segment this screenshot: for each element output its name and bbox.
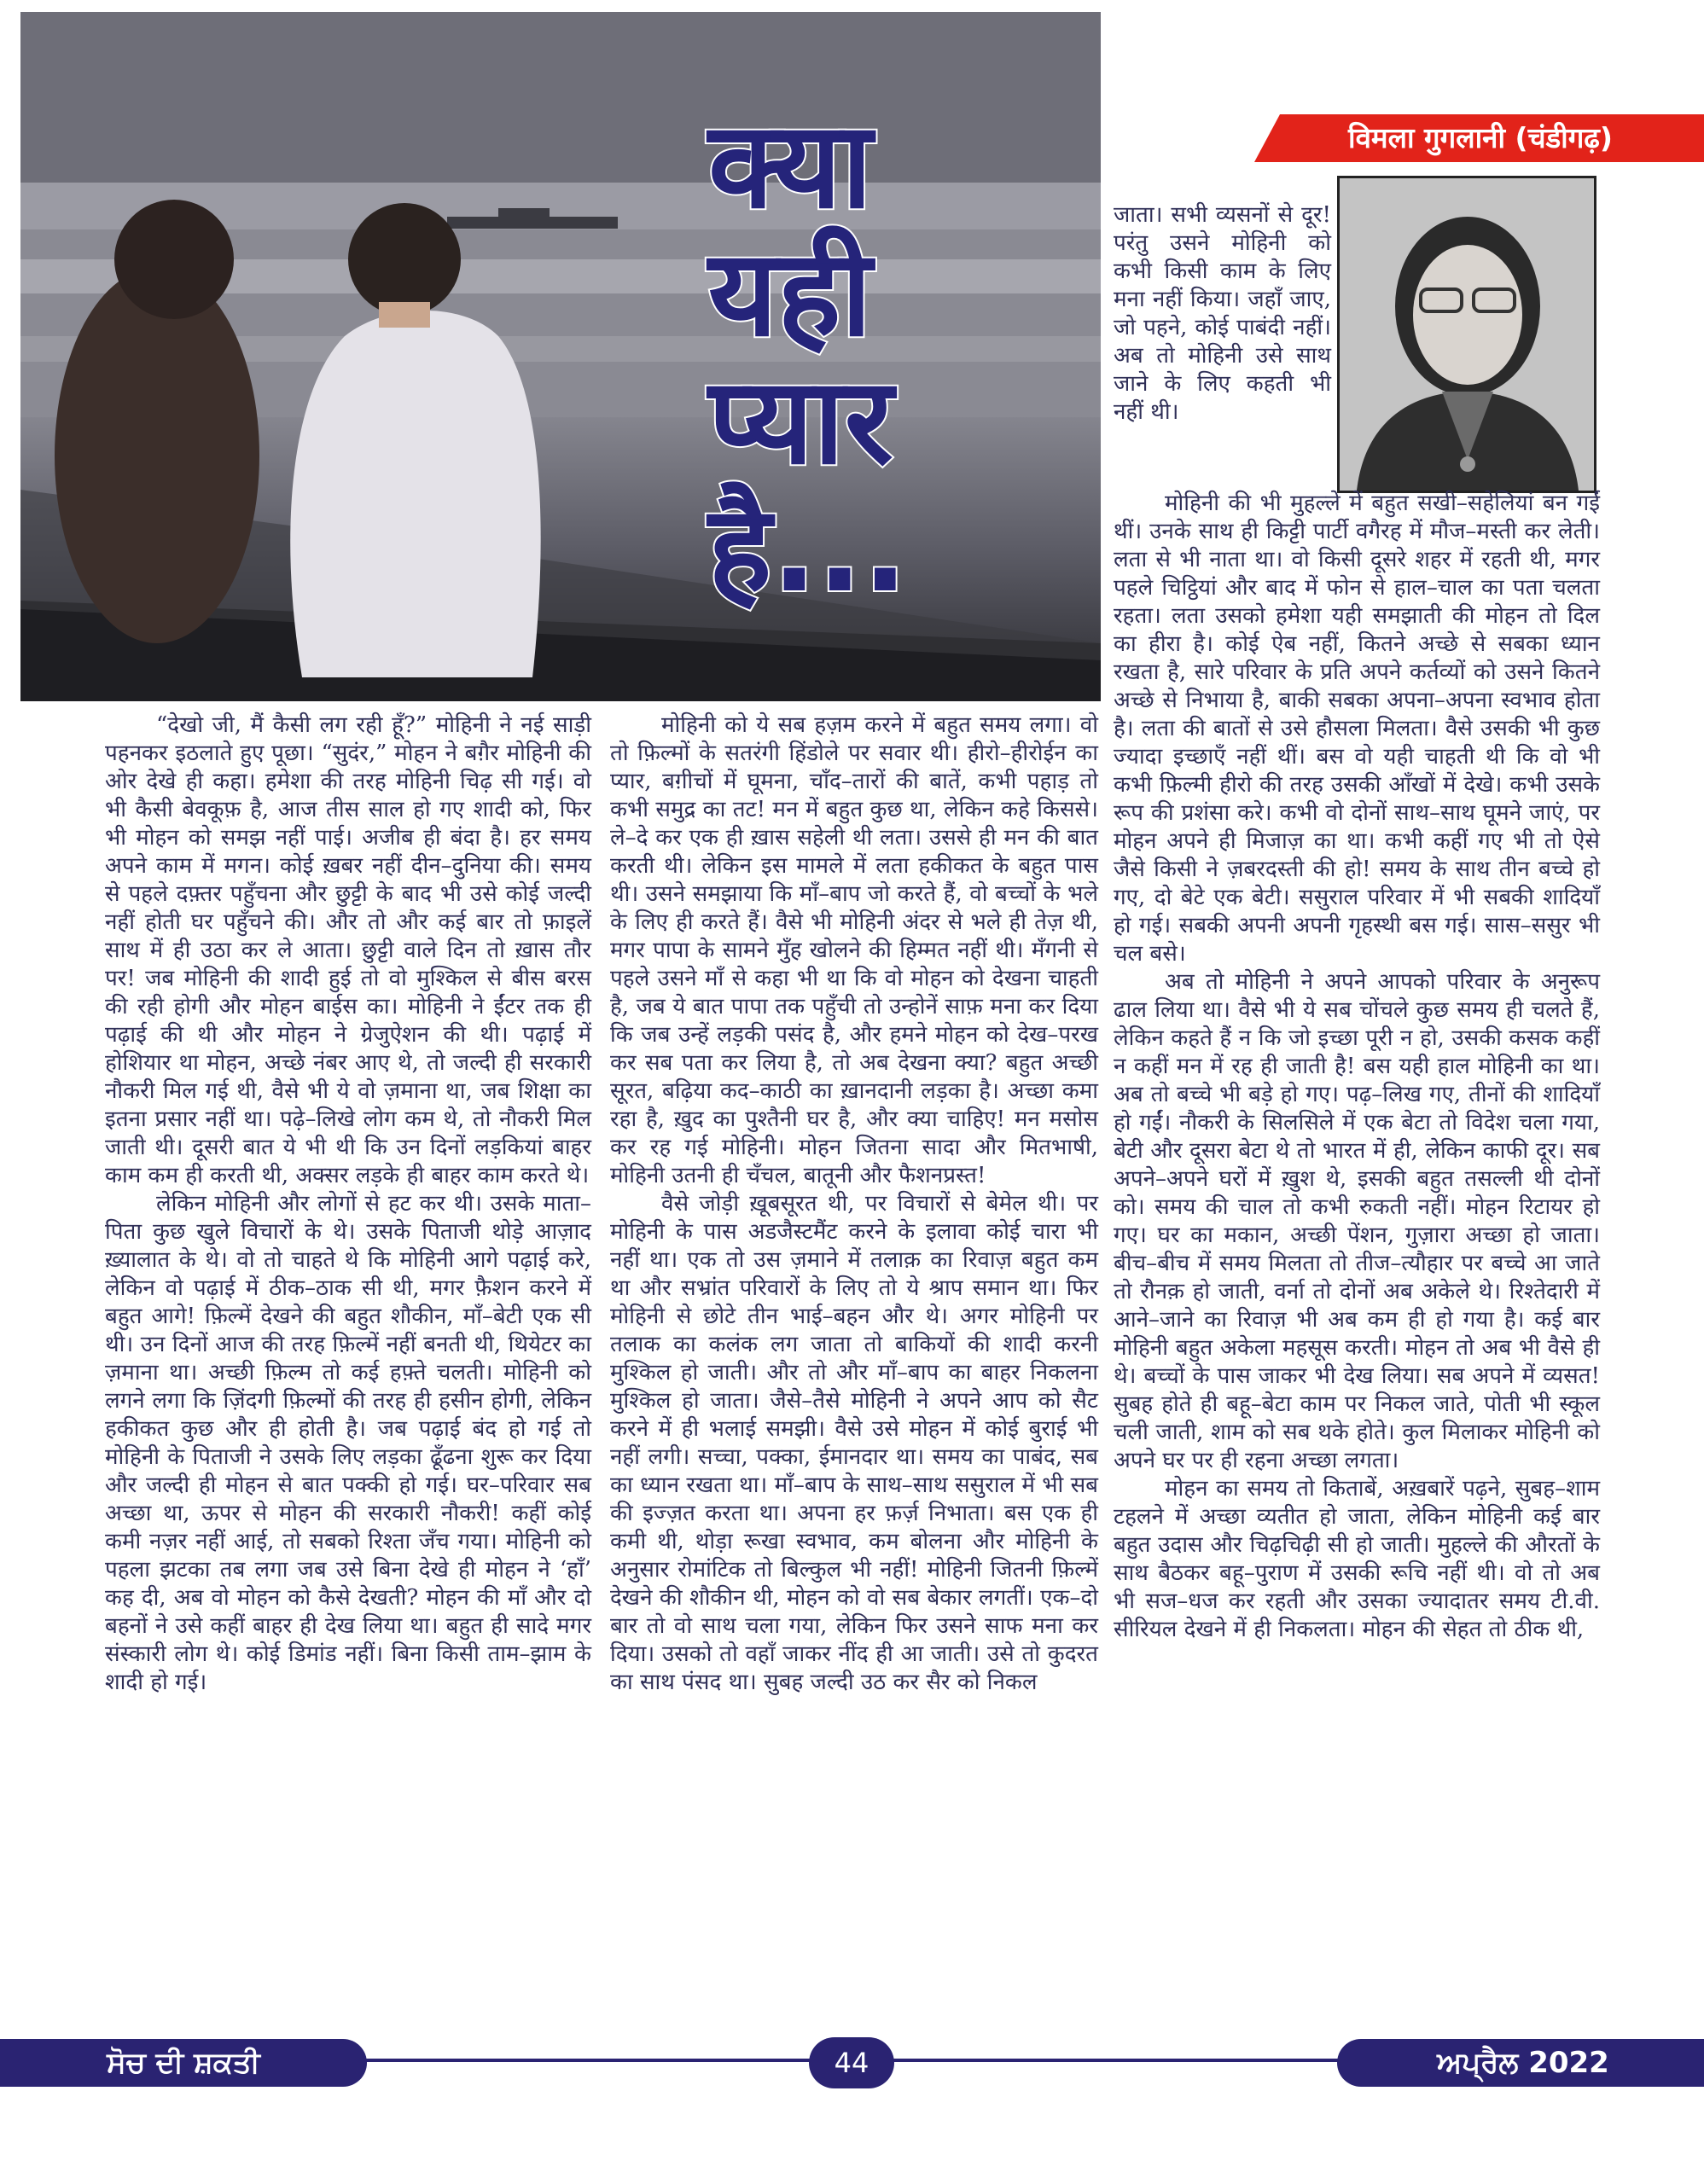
author-photo [1337,176,1596,493]
paragraph: मोहिनी को ये सब हज़म करने में बहुत समय लगा। वो तो फ़िल्मों के सतरंगी हिंडोले पर सवार थी। हीरो–हीरोईन का प्यार, बग़ीचों में घूमना, चाँद–तारों की बातें, कभी पहाड़ तो कभी समुद्र का तट! मन में बहुत कुछ था, लेकिन कहे किससे। ले–दे कर एक ही ख़ास सहेली थी लता। उससे ही मन की बात करती थी। लेकिन इस मामले में लता हकीकत के बहुत पास थी। उसने समझाया कि माँ–बाप जो करते हैं, वो बच्चों के भले के लिए ही करते हैं। वैसे भी मोहिनी अंदर से भले ही तेज़ थी, मगर पापा के सामने मुँह खोलने की हिम्मत नहीं थी। मँगनी से पहले उसने माँ से कहा भी था कि वो मोहन को देखना चाहती है, जब ये बात पापा तक पहुँची तो उन्होनें साफ़ मना कर दिया कि जब उन्हें लड़की पसंद है, और हमने मोहन को देख–परख कर सब पता कर लिया है, तो अब देखना क्या? बहुत अच्छी सूरत, बढ़िया कद–काठी का ख़ानदानी लड़का है। अच्छा कमा रहा है, ख़ुद का पुश्तैनी घर है, और क्या चाहिए! मन मसोस कर रह गई मोहिनी। मोहन जितना सादा और मितभाषी, मोहिनी उतनी ही चँचल, बातूनी और फैशनप्रस्त! [610,712,1098,1188]
issue-date: ਅਪ੍ਰੈਲ 2022 [1437,2046,1609,2080]
magazine-name: ਸੋਚ ਦੀ ਸ਼ਕਤੀ [107,2046,260,2080]
page-number: 44 [834,2047,869,2079]
paragraph: अब तो मोहिनी ने अपने आपको परिवार के अनुरूप ढाल लिया था। वैसे भी ये सब चोंचले कुछ समय ही चलते हैं, लेकिन कहते हैं न कि जो इच्छा पूरी न हो, उसकी कसक कहीं न कहीं मन में रह ही जाती है! बस यही हाल मोहिनी का था। अब तो बच्चे भी बड़े हो गए। पढ़–लिख गए, तीनों की शादियाँ हो गईं। नौकरी के सिलसिले में एक बेटा तो विदेश चला गया, बेटी और दूसरा बेटा थे तो भारत में ही, लेकिन काफी दूर। सब अपने–अपने घरों में ख़ुश थे, इसकी बहुत तसल्ली थी दोनों को। समय की चाल तो कभी रुकती नहीं। मोहन रिटायर हो गए। घर का मकान, अच्छी पेंशन, गुज़ारा अच्छा हो जाता। बीच–बीच में समय मिलता तो तीज–त्यौहार पर बच्चे आ जाते तो रौनक़ हो जाती, वर्ना तो दोनों अब अकेले थे। रिश्तेदारी में आने–जाने का रिवाज़ भी अब कम ही हो गया है। कई बार मोहिनी बहुत अकेला महसूस करती। मोहन तो अब भी वैसे ही थे। बच्चों के पास जाकर भी देख लिया। सब अपने में व्यसत! सुबह होते ही बहू–बेटा काम पर निकल जाते, पोती भी स्कूल चली जाती, शाम को सब थके होते। कुल मिलाकर मोहिनी को अपने घर पर ही रहना अच्छा लगता। [1114,969,1600,1473]
author-name: विमला गुगलानी (चंडीगढ़) [1348,121,1613,154]
paragraph: “देखो जी, मैं कैसी लग रही हूँ?” मोहिनी ने नई साड़ी पहनकर इठलाते हुए पूछा। “सुदंर,” मोहन ने बग़ैर मोहिनी की ओर देखे ही कहा। हमेशा की तरह मोहिनी चिढ़ सी गई। वो भी कैसी बेवकूफ़ है, आज तीस साल हो गए शादी को, फिर भी मोहन को समझ नहीं पाई। अजीब ही बंदा है। हर समय अपने काम में मगन। कोई ख़बर नहीं दीन–दुनिया की। समय से पहले दफ़्तर पहुँचना और छुट्टी के बाद भी उसे कोई जल्दी नहीं होती घर पहुँचने की। और तो और कई बार तो फ़ाइलें साथ में ही उठा कर ले आता। छुट्टी वाले दिन तो ख़ास तौर पर! जब मोहिनी की शादी हुई तो वो मुश्किल से बीस बरस की रही होगी और मोहन बाईस का। मोहिनी ने ईंटर तक ही पढ़ाई की थी और मोहन ने ग्रेजुऐशन की थी। पढ़ाई में होशियार था मोहन, अच्छे नंबर आए थे, तो जल्दी ही सरकारी नौकरी मिल गई थी, वैसे भी ये वो ज़माना था, जब शिक्षा का इतना प्रसार नहीं था। पढ़े–लिखे लोग कम थे, तो नौकरी मिल जाती थी। दूसरी बात ये भी थी कि उन दिनों लड़कियां बाहर काम कम ही करती थी, अक्सर लड़के ही बाहर काम करते थे। [105,712,591,1188]
paragraph: लेकिन मोहिनी और लोगों से हट कर थी। उसके माता–पिता कुछ खुले विचारों के थे। उसके पिताजी थोड़े आज़ाद ख़्यालात के थे। वो तो चाहते थे कि मोहिनी आगे पढ़ाई करे, लेकिन वो पढ़ाई में ठीक–ठाक सी थी, मगर फ़ैशन करने में बहुत आगे! फ़िल्में देखने की बहुत शौकीन, माँ–बेटी एक सी थी। उन दिनों आज की तरह फ़िल्में नहीं बनती थी, थियेटर का ज़माना था। अच्छी फ़िल्म तो कई हफ़्ते चलती। मोहिनी को लगने लगा कि ज़िंदगी फ़िल्मों की तरह ही हसीन होगी, लेकिन हकीकत कुछ और ही होती है। जब पढ़ाई बंद हो गई तो मोहिनी के पिताजी ने उसके लिए लड़का ढूँढना शुरू कर दिया और जल्दी ही मोहन से बात पक्की हो गई। घर–परिवार सब अच्छा था, ऊपर से मोहन की सरकारी नौकरी! कहीं कोई कमी नज़र नहीं आई, तो सबको रिश्ता जँच गया। मोहिनी को पहला झटका तब लगा जब उसे बिना देखे ही मोहन ने ‘हाँ’ कह दी, अब वो मोहन को कैसे देखती? मोहन की माँ और दो बहनों ने उसे कहीं बाहर ही देख लिया था। बहुत ही सादे मगर संस्कारी लोग थे। कोई डिमांड नहीं। बिना किसी ताम–झाम के शादी हो गई। [105,1191,591,1695]
article-column-2 [610,712,1098,2042]
paragraph: वैसे जोड़ी ख़ूबसूरत थी, पर विचारों से बेमेल थी। पर मोहिनी के पास अडजैस्टमैंट करने के इलावा कोई चारा भी नहीं था। एक तो उस ज़माने में तलाक़ का रिवाज़ बहुत कम था और सभ्रांत परिवारों के लिए तो ये श्राप समान था। फिर मोहिनी से छोटे तीन भाई–बहन और थे। अगर मोहिनी पर तलाक का कलंक लग जाता तो बाकियों की शादी करनी मुश्किल हो जाती। और तो और माँ–बाप का बाहर निकलना मुश्किल हो जाता। जैसे–तैसे मोहिनी ने अपने आप को सैट करने में ही भलाई समझी। वैसे उसे मोहन में कोई बुराई भी नहीं लगी। सच्चा, पक्का, ईमानदार था। समय का पाबंद, सब का ध्यान रखता था। माँ–बाप के साथ–साथ ससुराल में भी सब की इज्ज़त करता था। अपना हर फ़र्ज़ निभाता। बस एक ही कमी थी, थोड़ा रूखा स्वभाव, कम बोलना और मोहिनी के अनुसार रोमांटिक तो बिल्कुल भी नहीं! मोहिनी जितनी फ़िल्में देखने की शौकीन थी, मोहन को वो सब बेकार लगतीं। एक–दो बार तो वो साथ चला गया, लेकिन फिर उसने साफ मना कर दिया। उसको तो वहाँ जाकर नींद ही आ जाती। उसे तो कुदरत का साथ पंसद था। सुबह जल्दी उठ कर सैर को निकल [610,1191,1098,1695]
title-line: यही [708,224,872,363]
article-column-3-top [1114,201,1331,479]
title-line: प्यार [708,352,893,491]
paragraph: मोहिनी की भी मुहल्ले में बहुत सखी–सहेलियां बन गईं थीं। उनके साथ ही किट्टी पार्टी वगैरह में मौज–मस्ती कर लेती। लता से भी नाता था। वो किसी दूसरे शहर में रहती थी, मगर पहले चिट्ठियां और बाद में फोन से हाल–चाल का पता चलता रहता। लता उसको हमेशा यही समझाती की मोहन तो दिल का हीरा है। कोई ऐब नहीं, कितने अच्छे से सबका ध्यान रखता है, सारे परिवार के प्रति अपने कर्तव्यों को उसने कितने अच्छे से निभाया है, बाकी सबका अपना–अपना स्वभाव होता है। लता की बातों से उसे हौसला मिलता। वैसे उसकी भी कुछ ज्यादा इच्छाएँ नहीं थीं। बस वो यही चाहती थी कि वो भी कभी फ़िल्मी हीरो की तरह उसकी आँखों में देखे। कभी उसके रूप की प्रशंसा करे। कभी वो दोनों साथ–साथ घूमने जाएं, पर मोहन अपने ही मिजाज़ का था। कभी कहीं गए भी तो ऐसे जैसे किसी ने ज़बरदस्ती की हो! समय के साथ तीन बच्चे हो गए, दो बेटे एक बेटी। ससुराल परिवार में भी सबकी शादियाँ हो गई। सबकी अपनी अपनी गृहस्थी बस गई। सास–ससुर भी चल बसे। [1114,491,1600,967]
title-line: है... [708,480,908,619]
title-line: क्या [708,96,873,235]
author-portrait-illustration [1340,178,1594,491]
article-column-3 [1114,490,1600,2038]
paragraph: जाता। सभी व्यसनों से दूर! परंतु उसने मोहिनी को कभी किसी काम के लिए मना नहीं किया। जहाँ जाए, जो पहने, कोई पाबंदी नहीं। अब तो मोहिनी उसे साथ जाने के लिए कहती भी नहीं थी। [1114,202,1331,425]
paragraph: मोहन का समय तो किताबें, अख़बारें पढ़ने, सुबह–शाम टहलने में अच्छा व्यतीत हो जाता, लेकिन मोहिनी कई बार बहुत उदास और चिढ़चिढ़ी सी हो जाती। मुहल्ले की औरतों के साथ बैठकर बहू–पुराण में उसकी रूचि नहीं थी। वो तो अब भी सज–धज कर रहती और उसका ज्यादातर समय टी.वी. सीरियल देखने में ही निकलता। मोहन की सेहत तो ठीक थी, [1114,1476,1600,1642]
article-column-1 [105,712,591,2034]
article-title [708,96,964,619]
